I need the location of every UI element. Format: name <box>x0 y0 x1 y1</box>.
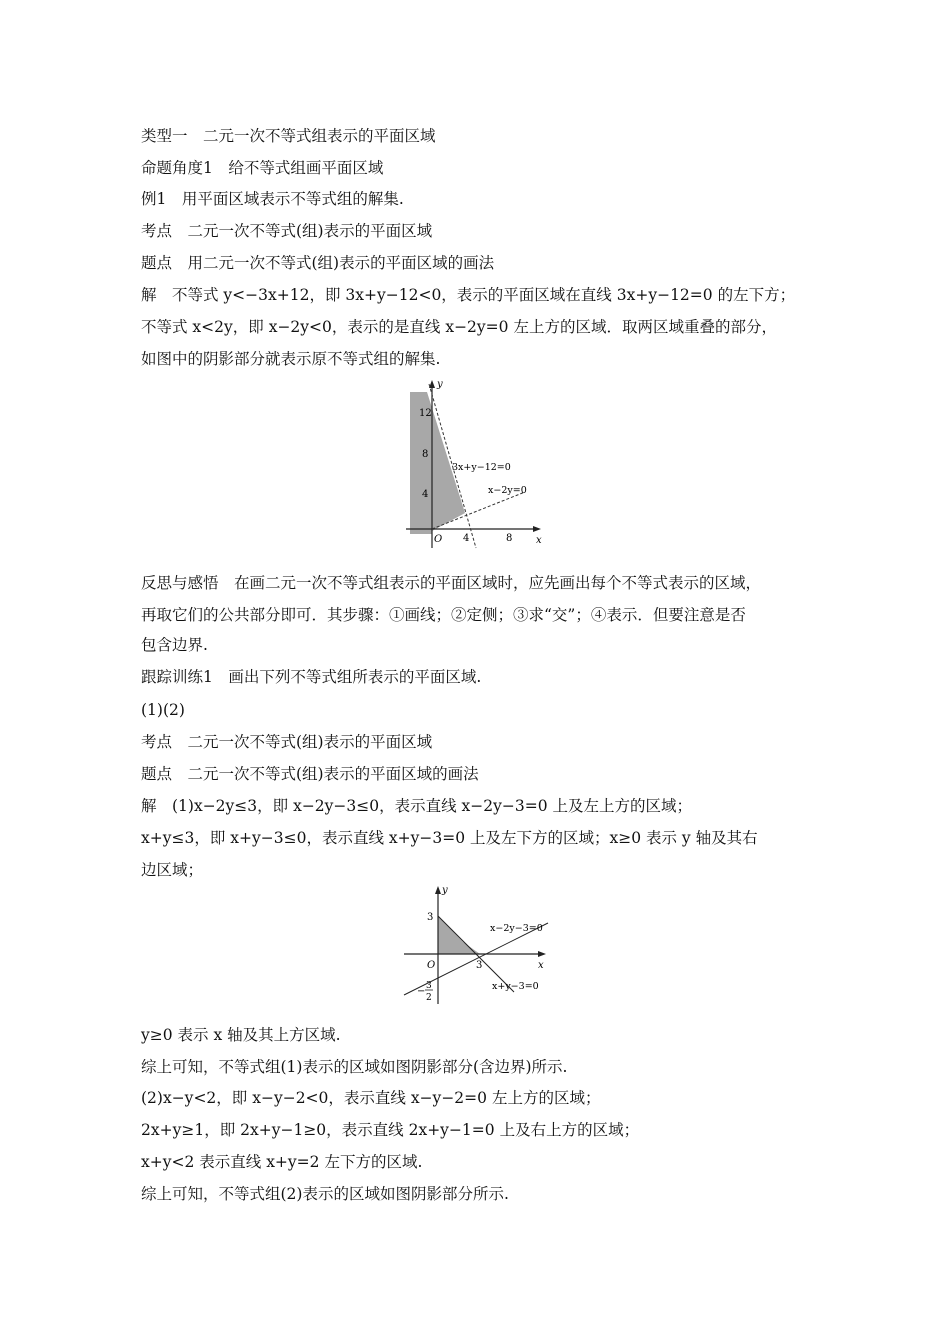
practice-summary-1: 综上可知，不等式组(1)表示的区域如图阴影部分(含边界)所示. <box>141 1058 568 1076</box>
figure-2-line-1-label: x−2y−3=0 <box>490 923 543 934</box>
figure-2-y-arrow <box>435 886 441 894</box>
practice-solution-line-4: y≥0 表示 x 轴及其上方区域. <box>141 1026 341 1044</box>
figure-2-x-tick-3: 3 <box>476 960 483 971</box>
figure-1-x-arrow <box>533 526 541 532</box>
practice-solution-part2-line-2: 2x+y≥1，即 2x+y−1≥0，表示直线 2x+y−1=0 上及右上方的区域； <box>141 1121 640 1139</box>
solution-line-3: 如图中的阴影部分就表示原不等式组的解集. <box>141 350 441 368</box>
figure-2-line-2-label: x+y−3=0 <box>492 981 539 992</box>
reflection-line-3: 包含边界. <box>141 636 208 654</box>
test-point: 考点 二元一次不等式(组)表示的平面区域 <box>141 222 433 240</box>
figure-2-x-arrow <box>538 951 546 957</box>
practice-solution-part2-line-1: (2)x−y<2，即 x−y−2<0，表示直线 x−y−2=0 左上方的区域； <box>141 1089 601 1107</box>
practice-solution-line-2: x+y≤3，即 x+y−3≤0，表示直线 x+y−3=0 上及左下方的区域；x≥0 表示 y 轴及其右 <box>141 829 758 847</box>
figure-1-line-1-label: 3x+y−12=0 <box>452 462 511 473</box>
subsection-title: 命题角度1 给不等式组画平面区域 <box>141 159 384 177</box>
practice-summary-2: 综上可知，不等式组(2)表示的区域如图阴影部分所示. <box>141 1185 509 1203</box>
figure-2-y-tick-3: 3 <box>427 912 434 923</box>
figure-1-graph <box>400 376 550 552</box>
practice-parts: (1)(2) <box>141 701 185 719</box>
figure-1-x-label: x <box>536 535 542 546</box>
figure-2-x-label: x <box>538 960 544 971</box>
figure-1-x-tick-4: 4 <box>463 533 470 544</box>
figure-1-line-2-label: x−2y=0 <box>488 485 527 496</box>
section-title: 类型一 二元一次不等式组表示的平面区域 <box>141 127 436 145</box>
practice-question-point: 题点 二元一次不等式(组)表示的平面区域的画法 <box>141 765 479 783</box>
practice-solution-part2-line-3: x+y<2 表示直线 x+y=2 左下方的区域. <box>141 1153 423 1171</box>
figure-2-graph <box>398 882 568 1010</box>
figure-1-y-tick-8: 8 <box>422 449 429 460</box>
figure-1-y-label: y <box>437 379 443 390</box>
figure-2-frac-minus: − <box>417 986 426 997</box>
figure-2-frac-numerator: 3 <box>426 981 432 991</box>
figure-2-frac-denominator: 2 <box>426 993 432 1003</box>
practice-solution-line-3: 边区域； <box>141 861 204 879</box>
practice-solution-line-1: 解 (1)x−2y≤3，即 x−2y−3≤0，表示直线 x−2y−3=0 上及左上方的区域； <box>141 797 693 815</box>
solution-line-2: 不等式 x<2y，即 x−2y<0，表示的是直线 x−2y=0 左上方的区域．取两区域重叠的部分， <box>141 318 777 336</box>
figure-1-x-tick-8: 8 <box>506 533 513 544</box>
example-title: 例1 用平面区域表示不等式组的解集. <box>141 190 404 208</box>
practice-title: 跟踪训练1 画出下列不等式组所表示的平面区域. <box>141 668 482 686</box>
figure-2-origin-label: O <box>427 960 436 971</box>
figure-2-y-label: y <box>442 885 448 896</box>
reflection-line-1: 反思与感悟 在画二元一次不等式组表示的平面区域时，应先画出每个不等式表示的区域， <box>141 574 762 592</box>
figure-1-y-tick-12: 12 <box>419 408 432 419</box>
practice-test-point: 考点 二元一次不等式(组)表示的平面区域 <box>141 733 433 751</box>
reflection-line-2: 再取它们的公共部分即可．其步骤：①画线；②定侧；③求“交”；④表示．但要注意是否 <box>141 606 746 624</box>
solution-line-1: 解 不等式 y<−3x+12，即 3x+y−12<0，表示的平面区域在直线 3x+y−12=0 的左下方； <box>141 286 796 304</box>
question-point: 题点 用二元一次不等式(组)表示的平面区域的画法 <box>141 254 495 272</box>
figure-1-origin-label: O <box>434 534 443 545</box>
figure-1-y-tick-4: 4 <box>422 489 429 500</box>
